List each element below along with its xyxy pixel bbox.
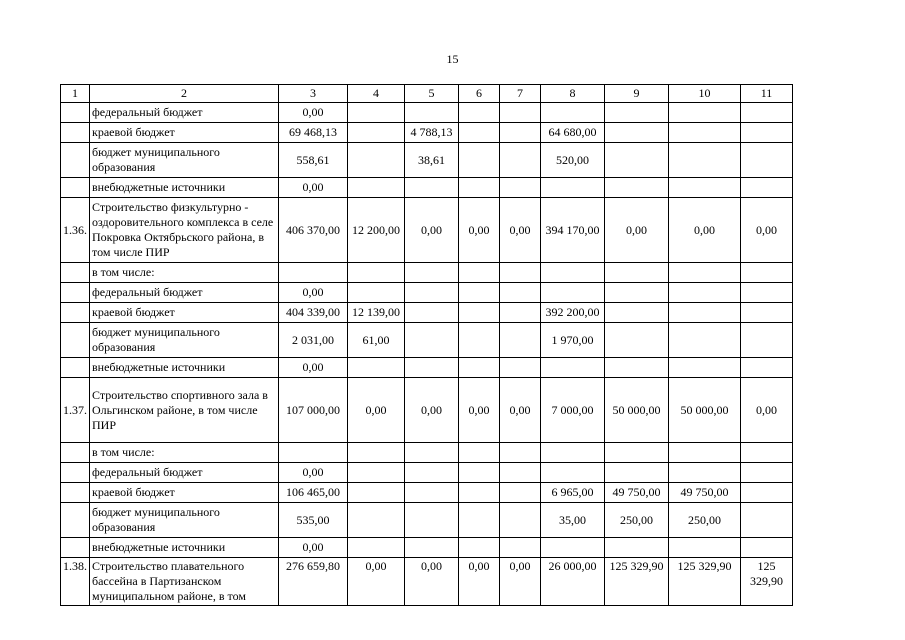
- amount-cell: 107 000,00: [279, 378, 348, 443]
- amount-cell: [541, 178, 605, 198]
- amount-cell: 0,00: [348, 378, 405, 443]
- amount-cell: [459, 483, 500, 503]
- amount-cell: [405, 103, 459, 123]
- amount-cell: [741, 103, 793, 123]
- amount-cell: 4 788,13: [405, 123, 459, 143]
- table-row: [61, 263, 793, 283]
- amount-cell: [459, 503, 500, 538]
- amount-cell: 6 965,00: [541, 483, 605, 503]
- amount-cell: 38,61: [405, 143, 459, 178]
- amount-cell: [605, 463, 669, 483]
- header-cell: 1: [61, 85, 90, 103]
- amount-cell: [500, 143, 541, 178]
- amount-cell: [459, 178, 500, 198]
- amount-cell: [348, 503, 405, 538]
- amount-cell: 0,00: [500, 378, 541, 443]
- amount-cell: [741, 323, 793, 358]
- amount-cell: [348, 358, 405, 378]
- amount-cell: [348, 283, 405, 303]
- table-row: [61, 303, 793, 323]
- item-number-cell: [61, 303, 90, 323]
- amount-cell: 0,00: [500, 198, 541, 263]
- item-number-cell: 1.38.: [61, 558, 90, 606]
- amount-cell: [405, 303, 459, 323]
- amount-cell: 392 200,00: [541, 303, 605, 323]
- amount-cell: [541, 283, 605, 303]
- amount-cell: [405, 178, 459, 198]
- item-name-cell: внебюджетные источники: [90, 538, 279, 558]
- amount-cell: [348, 123, 405, 143]
- amount-cell: [541, 103, 605, 123]
- amount-cell: 26 000,00: [541, 558, 605, 606]
- item-number-cell: [61, 263, 90, 283]
- amount-cell: [741, 303, 793, 323]
- table-row: [61, 103, 793, 123]
- amount-cell: [605, 178, 669, 198]
- amount-cell: 0,00: [348, 558, 405, 606]
- item-name-cell: Строительство физкультурно - оздоровительного комплекса в селе Покровка Октябрьского района, в том числе ПИР: [90, 198, 279, 263]
- amount-cell: 0,00: [279, 283, 348, 303]
- table-row: [61, 443, 793, 463]
- header-cell: 5: [405, 85, 459, 103]
- budget-table: [60, 84, 793, 606]
- amount-cell: [605, 283, 669, 303]
- amount-cell: 0,00: [459, 558, 500, 606]
- item-name-cell: Строительство плавательного бассейна в Партизанском муниципальном районе, в том: [90, 558, 279, 606]
- amount-cell: 406 370,00: [279, 198, 348, 263]
- item-name-cell: бюджет муниципального образования: [90, 503, 279, 538]
- amount-cell: 2 031,00: [279, 323, 348, 358]
- item-name-cell: внебюджетные источники: [90, 178, 279, 198]
- amount-cell: [459, 103, 500, 123]
- amount-cell: 0,00: [405, 558, 459, 606]
- amount-cell: [500, 503, 541, 538]
- amount-cell: [541, 443, 605, 463]
- header-cell: 3: [279, 85, 348, 103]
- amount-cell: 125 329,90: [741, 558, 793, 606]
- amount-cell: [459, 263, 500, 283]
- item-name-cell: бюджет муниципального образования: [90, 323, 279, 358]
- amount-cell: 35,00: [541, 503, 605, 538]
- table-row: [61, 143, 793, 178]
- amount-cell: 61,00: [348, 323, 405, 358]
- amount-cell: 7 000,00: [541, 378, 605, 443]
- item-number-cell: [61, 323, 90, 358]
- amount-cell: 50 000,00: [605, 378, 669, 443]
- amount-cell: [741, 143, 793, 178]
- amount-cell: 0,00: [279, 538, 348, 558]
- item-name-cell: Строительство спортивного зала в Ольгинском районе, в том числе ПИР: [90, 378, 279, 443]
- item-name-cell: краевой бюджет: [90, 123, 279, 143]
- amount-cell: [500, 303, 541, 323]
- amount-cell: [500, 103, 541, 123]
- amount-cell: 50 000,00: [669, 378, 741, 443]
- amount-cell: [669, 358, 741, 378]
- amount-cell: 0,00: [405, 378, 459, 443]
- amount-cell: [405, 463, 459, 483]
- item-number-cell: [61, 123, 90, 143]
- amount-cell: [348, 443, 405, 463]
- header-cell: 11: [741, 85, 793, 103]
- amount-cell: [459, 283, 500, 303]
- amount-cell: [500, 263, 541, 283]
- amount-cell: [500, 358, 541, 378]
- amount-cell: [459, 143, 500, 178]
- amount-cell: 0,00: [459, 198, 500, 263]
- amount-cell: [500, 538, 541, 558]
- amount-cell: [605, 443, 669, 463]
- amount-cell: [605, 263, 669, 283]
- amount-cell: [605, 143, 669, 178]
- amount-cell: [348, 483, 405, 503]
- amount-cell: [348, 263, 405, 283]
- amount-cell: [405, 358, 459, 378]
- amount-cell: 0,00: [279, 463, 348, 483]
- header-cell: 2: [90, 85, 279, 103]
- amount-cell: [500, 323, 541, 358]
- amount-cell: 0,00: [279, 103, 348, 123]
- amount-cell: [279, 263, 348, 283]
- amount-cell: 12 139,00: [348, 303, 405, 323]
- item-number-cell: 1.37.: [61, 378, 90, 443]
- amount-cell: 49 750,00: [669, 483, 741, 503]
- amount-cell: [741, 503, 793, 538]
- amount-cell: 1 970,00: [541, 323, 605, 358]
- amount-cell: [405, 483, 459, 503]
- amount-cell: [348, 178, 405, 198]
- table-row: [61, 463, 793, 483]
- amount-cell: [500, 283, 541, 303]
- amount-cell: [459, 303, 500, 323]
- amount-cell: [741, 358, 793, 378]
- amount-cell: 0,00: [279, 358, 348, 378]
- item-number-cell: [61, 538, 90, 558]
- amount-cell: [741, 463, 793, 483]
- amount-cell: [669, 103, 741, 123]
- table-row: [61, 123, 793, 143]
- table-row: [61, 558, 793, 606]
- table-row: [61, 178, 793, 198]
- amount-cell: 535,00: [279, 503, 348, 538]
- amount-cell: [669, 178, 741, 198]
- amount-cell: [500, 443, 541, 463]
- header-cell: 4: [348, 85, 405, 103]
- amount-cell: 404 339,00: [279, 303, 348, 323]
- amount-cell: [405, 283, 459, 303]
- amount-cell: [541, 463, 605, 483]
- amount-cell: [348, 143, 405, 178]
- item-number-cell: [61, 503, 90, 538]
- amount-cell: 394 170,00: [541, 198, 605, 263]
- table-row: [61, 323, 793, 358]
- amount-cell: 125 329,90: [605, 558, 669, 606]
- amount-cell: [741, 123, 793, 143]
- table-row: [61, 503, 793, 538]
- amount-cell: 0,00: [279, 178, 348, 198]
- item-number-cell: [61, 358, 90, 378]
- amount-cell: [741, 538, 793, 558]
- amount-cell: [405, 263, 459, 283]
- item-name-cell: федеральный бюджет: [90, 103, 279, 123]
- amount-cell: [500, 178, 541, 198]
- item-name-cell: федеральный бюджет: [90, 463, 279, 483]
- amount-cell: 106 465,00: [279, 483, 348, 503]
- item-number-cell: [61, 283, 90, 303]
- item-name-cell: в том числе:: [90, 263, 279, 283]
- item-number-cell: [61, 463, 90, 483]
- amount-cell: [500, 123, 541, 143]
- item-name-cell: федеральный бюджет: [90, 283, 279, 303]
- header-cell: 8: [541, 85, 605, 103]
- header-cell: 6: [459, 85, 500, 103]
- amount-cell: 12 200,00: [348, 198, 405, 263]
- item-number-cell: [61, 103, 90, 123]
- amount-cell: [405, 503, 459, 538]
- table-header-row: [61, 85, 793, 103]
- item-number-cell: [61, 143, 90, 178]
- item-number-cell: 1.36.: [61, 198, 90, 263]
- amount-cell: [459, 463, 500, 483]
- item-name-cell: бюджет муниципального образования: [90, 143, 279, 178]
- amount-cell: [500, 463, 541, 483]
- amount-cell: [669, 443, 741, 463]
- amount-cell: 0,00: [500, 558, 541, 606]
- header-cell: 7: [500, 85, 541, 103]
- amount-cell: 0,00: [669, 198, 741, 263]
- amount-cell: [279, 443, 348, 463]
- amount-cell: [669, 263, 741, 283]
- amount-cell: [605, 323, 669, 358]
- amount-cell: [741, 178, 793, 198]
- amount-cell: 0,00: [605, 198, 669, 263]
- amount-cell: [741, 263, 793, 283]
- amount-cell: 276 659,80: [279, 558, 348, 606]
- amount-cell: 69 468,13: [279, 123, 348, 143]
- amount-cell: [459, 538, 500, 558]
- amount-cell: [669, 323, 741, 358]
- header-cell: 10: [669, 85, 741, 103]
- item-number-cell: [61, 483, 90, 503]
- table-row: [61, 198, 793, 263]
- amount-cell: 250,00: [605, 503, 669, 538]
- amount-cell: [541, 358, 605, 378]
- amount-cell: 520,00: [541, 143, 605, 178]
- amount-cell: [669, 538, 741, 558]
- item-number-cell: [61, 178, 90, 198]
- amount-cell: [669, 283, 741, 303]
- table-row: [61, 378, 793, 443]
- amount-cell: [459, 323, 500, 358]
- amount-cell: [669, 463, 741, 483]
- table-row: [61, 283, 793, 303]
- amount-cell: [669, 303, 741, 323]
- amount-cell: [348, 103, 405, 123]
- amount-cell: [541, 263, 605, 283]
- item-name-cell: в том числе:: [90, 443, 279, 463]
- amount-cell: [741, 483, 793, 503]
- amount-cell: 250,00: [669, 503, 741, 538]
- amount-cell: [459, 443, 500, 463]
- amount-cell: 0,00: [459, 378, 500, 443]
- item-name-cell: внебюджетные источники: [90, 358, 279, 378]
- amount-cell: [405, 443, 459, 463]
- amount-cell: [605, 303, 669, 323]
- amount-cell: [405, 323, 459, 358]
- amount-cell: [459, 358, 500, 378]
- item-number-cell: [61, 443, 90, 463]
- amount-cell: [741, 283, 793, 303]
- amount-cell: [605, 538, 669, 558]
- amount-cell: [348, 538, 405, 558]
- amount-cell: 558,61: [279, 143, 348, 178]
- amount-cell: [459, 123, 500, 143]
- amount-cell: 0,00: [741, 378, 793, 443]
- amount-cell: [500, 483, 541, 503]
- amount-cell: 64 680,00: [541, 123, 605, 143]
- amount-cell: [741, 443, 793, 463]
- amount-cell: [605, 103, 669, 123]
- table-row: [61, 538, 793, 558]
- amount-cell: [605, 123, 669, 143]
- header-cell: 9: [605, 85, 669, 103]
- amount-cell: [669, 143, 741, 178]
- table-row: [61, 358, 793, 378]
- item-name-cell: краевой бюджет: [90, 303, 279, 323]
- amount-cell: [405, 538, 459, 558]
- amount-cell: 125 329,90: [669, 558, 741, 606]
- amount-cell: 49 750,00: [605, 483, 669, 503]
- amount-cell: [541, 538, 605, 558]
- amount-cell: [605, 358, 669, 378]
- item-name-cell: краевой бюджет: [90, 483, 279, 503]
- table-row: [61, 483, 793, 503]
- amount-cell: [669, 123, 741, 143]
- page-number: 15: [446, 52, 459, 66]
- amount-cell: [348, 463, 405, 483]
- amount-cell: 0,00: [741, 198, 793, 263]
- amount-cell: 0,00: [405, 198, 459, 263]
